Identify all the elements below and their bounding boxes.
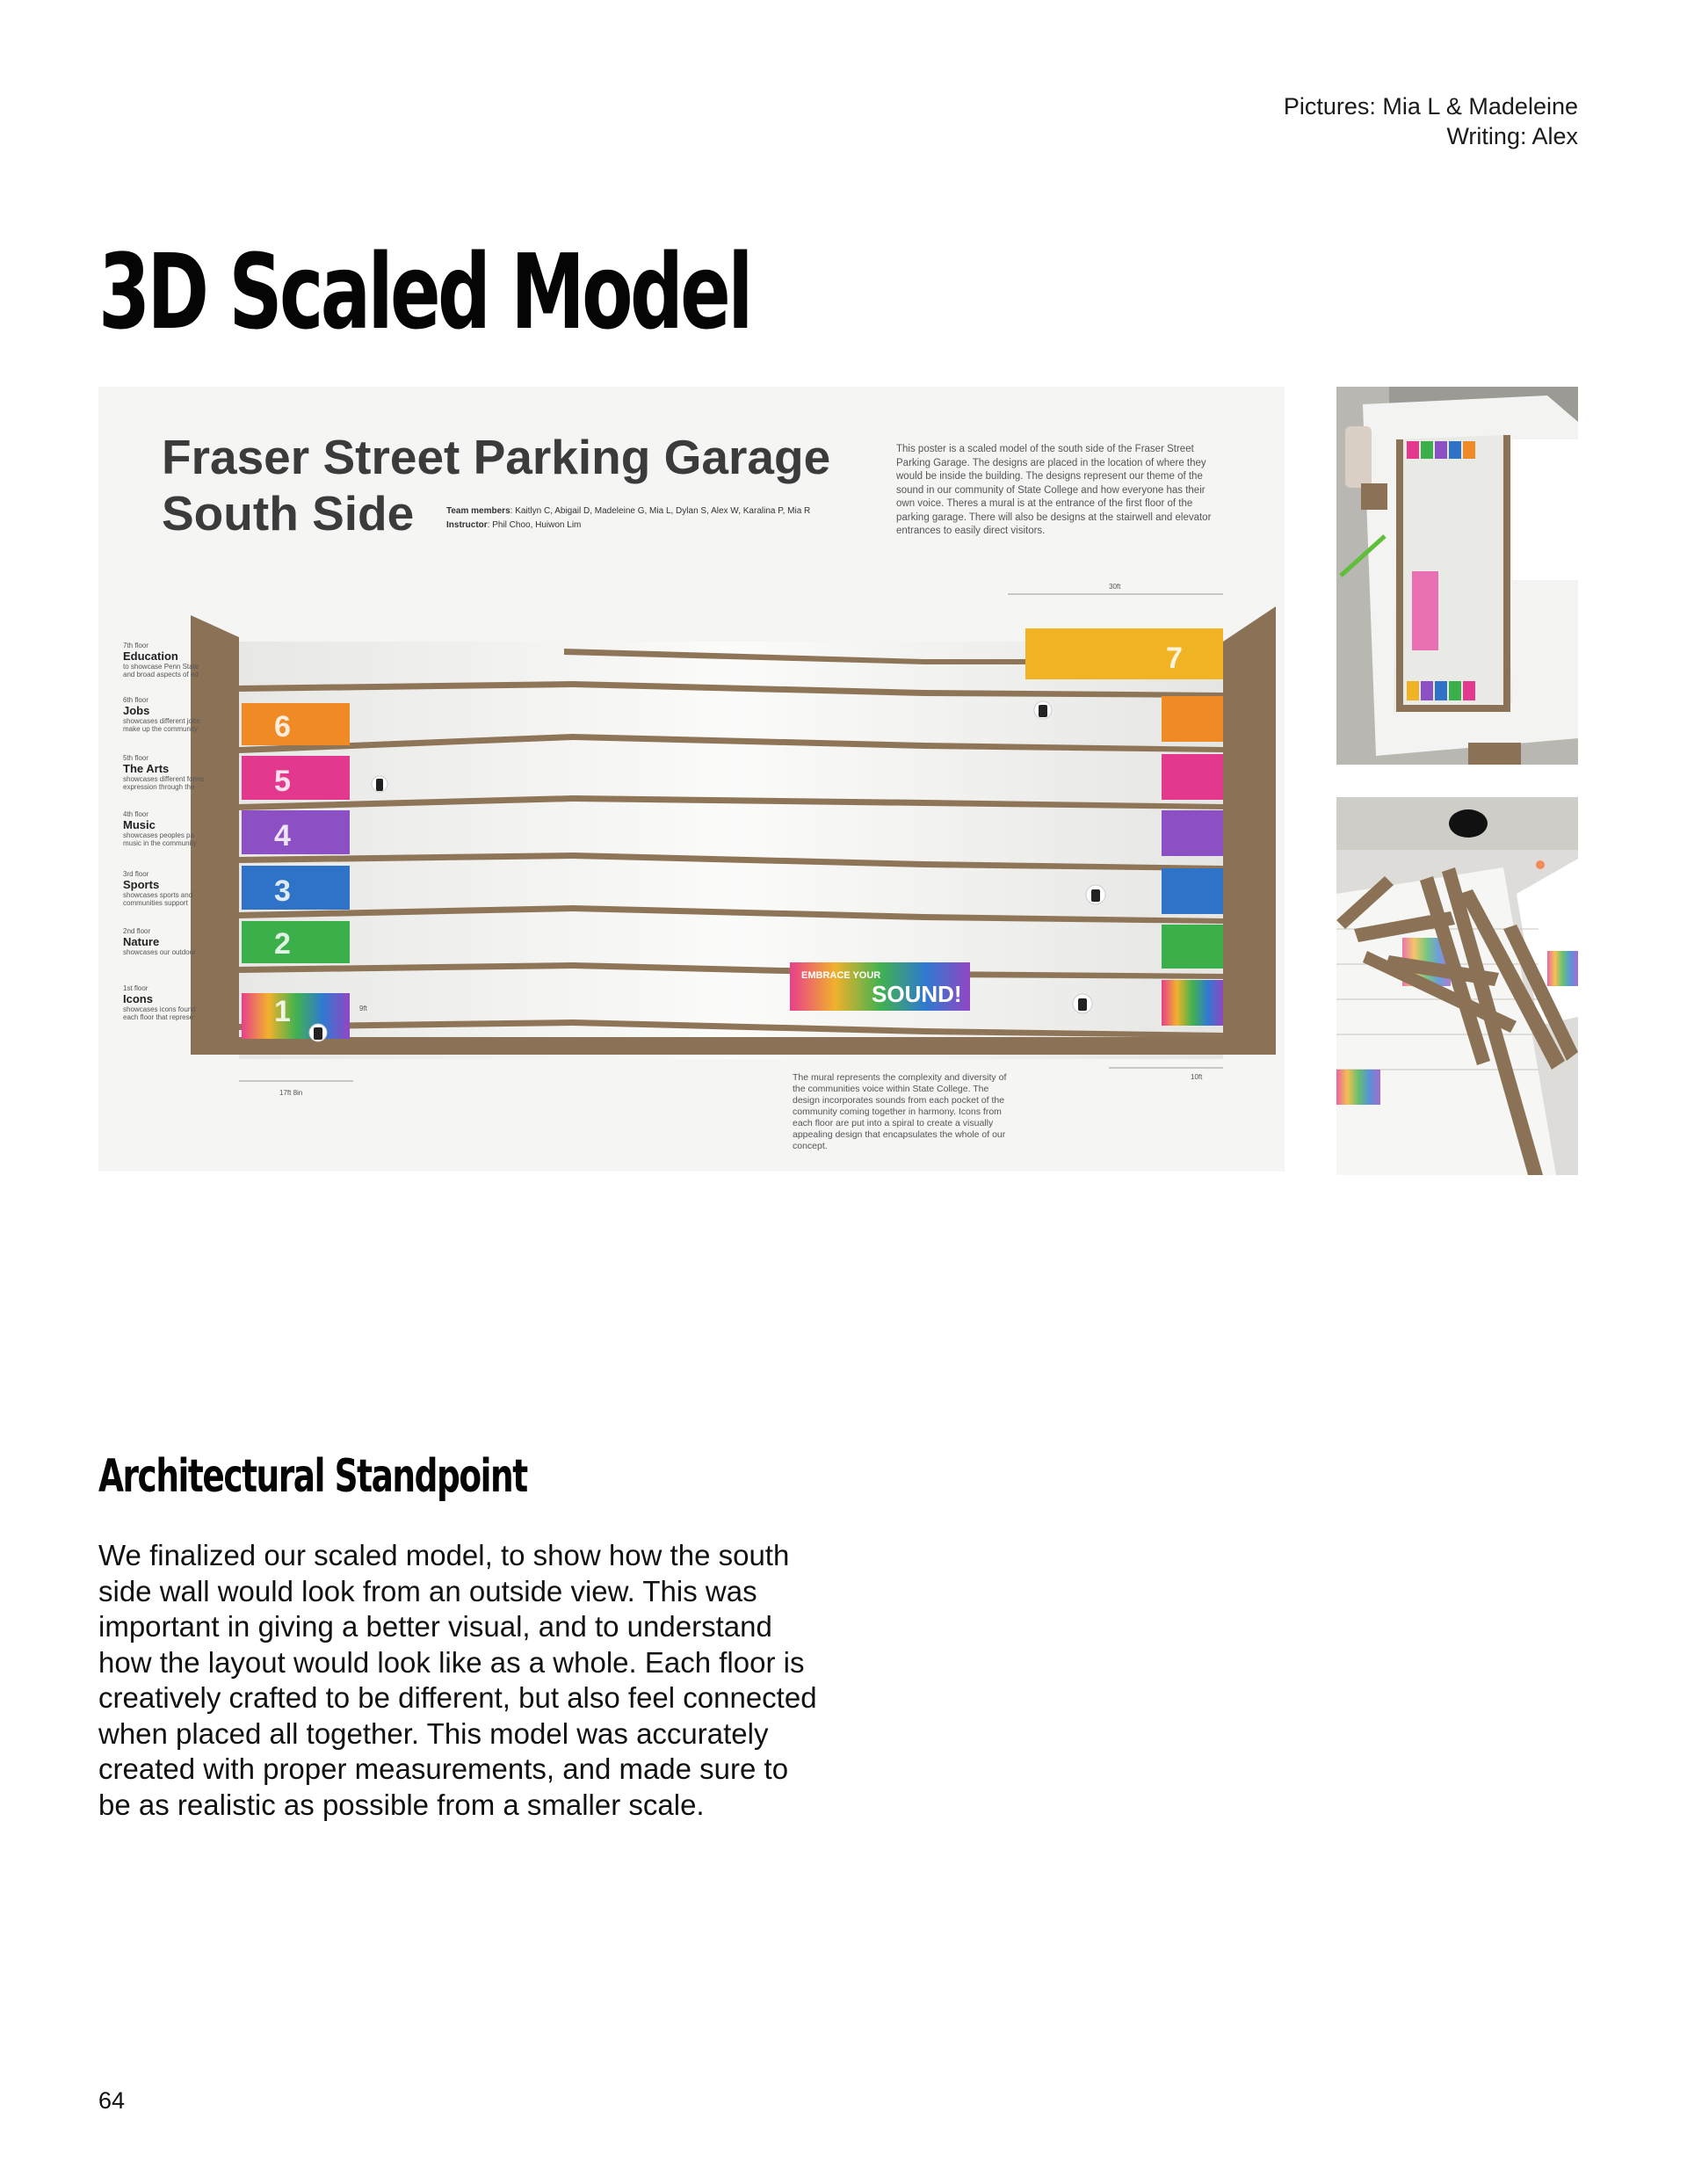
mural-text-sound: SOUND! — [872, 981, 962, 1007]
floor-4-panel-right — [1162, 810, 1223, 856]
floor-number-4: 4 — [274, 819, 291, 853]
floor-1-panel-right — [1162, 980, 1223, 1026]
floor-label-5-note: showcases different forms expression through the — [123, 775, 205, 791]
floor-label-6 — [123, 696, 211, 733]
floor-label-6-name: Jobs — [123, 704, 150, 717]
page-title: 3D Scaled Model — [98, 231, 750, 352]
pictures-credit: Pictures: Mia L & Madeleine — [1283, 93, 1578, 120]
floor-5-panel-right — [1162, 754, 1223, 800]
dimension-right: 10ft — [1191, 1073, 1203, 1081]
team-value: : Kaitlyn C, Abigail D, Madeleine G, Mia L, Dylan S, Alex W, Karalina P, Mia R — [510, 506, 811, 516]
floor-1-panel-left — [242, 993, 350, 1039]
instructor-label: Instructor — [446, 520, 488, 530]
floor-2-panel-left — [242, 921, 350, 963]
floor-label-3-note: showcases sports and communities support — [123, 891, 193, 907]
floor-label-1 — [123, 984, 211, 1021]
floor-number-7: 7 — [1166, 642, 1183, 675]
photo-credits — [1284, 91, 1578, 151]
floor-label-1-floor: 1st floor — [123, 984, 148, 992]
dimension-left: 17ft 8in — [279, 1089, 303, 1097]
floor-3-panel-left — [242, 866, 350, 910]
mural-text-embrace: EMBRACE YOUR — [801, 970, 881, 981]
dimension-side: 9ft — [359, 1005, 367, 1012]
floor-number-1: 1 — [274, 995, 291, 1028]
floor-label-1-name: Icons — [123, 992, 153, 1005]
mural-description: The mural represents the complexity and diversity of the communities voice within State College. The design incorporates sounds from each pocket of the community coming together in harmony. Icons from each floor are put into a spiral to create a visually appealing design that encapsulates the whole of our concept. — [793, 1072, 1007, 1151]
floor-number-2: 2 — [274, 927, 291, 961]
base-cardboard — [191, 1037, 1276, 1055]
side-photo-model-overhead — [1336, 387, 1578, 765]
floor-number-5: 5 — [274, 765, 291, 798]
floor-label-4-floor: 4th floor — [123, 810, 148, 818]
floor-label-6-floor: 6th floor — [123, 696, 148, 704]
team-label: Team members — [446, 506, 510, 516]
floor-label-2-note: showcases our outdoor — [123, 948, 196, 956]
scaled-model-photo — [98, 387, 1285, 1172]
floor-6-panel-left — [242, 703, 350, 745]
poster-team-info — [446, 504, 810, 533]
floor-label-4-note: showcases peoples pa music in the community — [123, 831, 197, 847]
poster-title-line1: Fraser Street Parking Garage — [162, 430, 831, 484]
floor-label-6-note: showcases different jobs make up the community — [123, 717, 200, 733]
floor-label-4 — [123, 810, 211, 847]
writing-credit: Writing: Alex — [1446, 123, 1578, 149]
floor-label-3-name: Sports — [123, 878, 160, 891]
floor-label-5 — [123, 754, 211, 791]
floor-label-4-name: Music — [123, 818, 156, 831]
side-photo-2-illustration — [1336, 797, 1578, 1175]
floor-4-panel-left — [242, 810, 350, 854]
floor-6-panel-right — [1162, 696, 1223, 742]
section-heading: Architectural Standpoint — [98, 1450, 527, 1503]
floor-label-2-name: Nature — [123, 935, 160, 948]
floor-number-6: 6 — [274, 710, 291, 744]
dimension-top: 30ft — [1109, 583, 1121, 591]
side-photo-cardboard-strips — [1336, 797, 1578, 1175]
floor-3-panel-right — [1162, 868, 1223, 914]
poster-description: This poster is a scaled model of the south side of the Fraser Street Parking Garage. The designs are placed in the location of where they would be inside the building. The designs represent our theme of the sound in our community of State College and how everyone has their own voice. Theres a mural is at the entrance of the first floor of the parking garage. There will also be designs at the stairwell and elevator entrances to easily direct visitors. — [896, 444, 1212, 536]
floor-label-7-name: Education — [123, 649, 178, 663]
floor-label-7-note: to showcase Penn State and broad aspects of ed — [123, 663, 199, 678]
floor-label-2 — [123, 927, 196, 956]
right-cardboard-wall — [1223, 606, 1276, 1055]
instructor-value: : Phil Choo, Huiwon Lim — [487, 520, 582, 530]
floor-label-3-floor: 3rd floor — [123, 870, 149, 878]
floor-label-1-note: showcases icons found each floor that represe — [123, 1005, 196, 1021]
floor-label-2-floor: 2nd floor — [123, 927, 151, 935]
floor-7-panel-right — [1025, 628, 1223, 679]
poster-title-line2: South Side — [162, 486, 415, 541]
floor-label-7-floor: 7th floor — [123, 642, 148, 649]
floor-5-panel-left — [242, 756, 350, 800]
floor-label-3 — [123, 870, 211, 907]
floor-label-7 — [123, 642, 211, 678]
floor-label-5-floor: 5th floor — [123, 754, 148, 762]
floor-2-panel-right — [1162, 925, 1223, 969]
floor-label-5-name: The Arts — [123, 762, 170, 775]
page-number: 64 — [98, 2087, 126, 2114]
floor-number-3: 3 — [274, 874, 291, 908]
side-photo-1-illustration — [1336, 387, 1578, 765]
body-paragraph: We finalized our scaled model, to show how the south side wall would look from an outside view. This was important in giving a better visual, and to understand how the layout would look like as a whole. Each floor is creatively crafted to be different, but also feel connected when placed all together. This model was accurately created with proper measurements, and made sure to be as realistic as possible from a smaller scale. — [98, 1539, 817, 1821]
